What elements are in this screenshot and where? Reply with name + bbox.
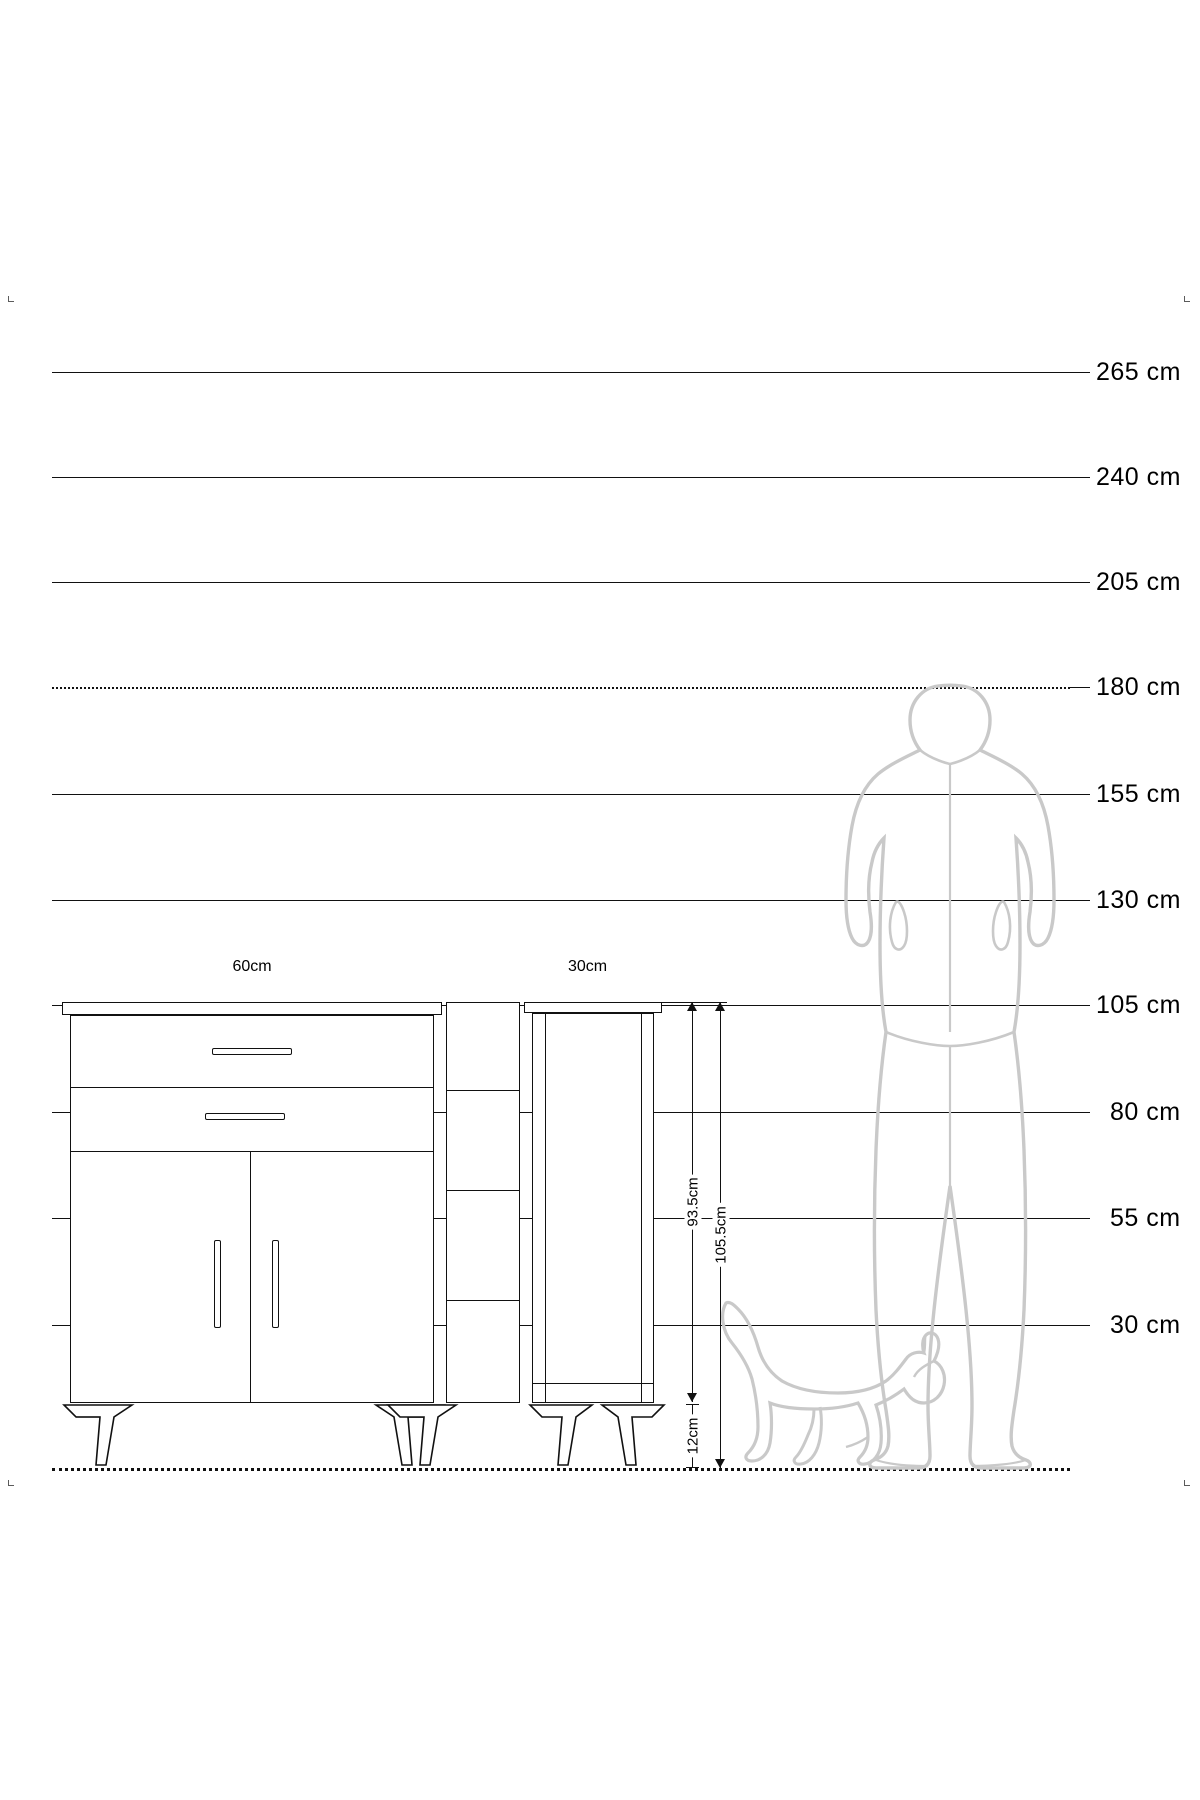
scale-tick-55	[1070, 1218, 1090, 1219]
sideboard-drawer2-handle[interactable]	[205, 1113, 285, 1120]
height-dimension-12cm-label: 12cm	[685, 1415, 702, 1458]
corner-tick-top-right	[1184, 296, 1190, 302]
scale-label-240: 240 cm	[1096, 463, 1181, 491]
scale-tick-240	[1070, 477, 1090, 478]
arrow-top-93	[687, 1002, 697, 1011]
scale-tick-80	[1070, 1112, 1090, 1113]
width-dimension-30cm-label: 30cm	[564, 958, 611, 975]
corner-tick-bottom-left	[8, 1480, 14, 1486]
tall-cabinet-inner-left	[545, 1013, 546, 1403]
arrow-top-105	[715, 1002, 725, 1011]
tall-cabinet-inner-right	[641, 1013, 642, 1403]
cabinet-side-shelf-2	[446, 1190, 520, 1191]
scale-tick-105	[1070, 1005, 1090, 1006]
height-dimension-93_5cm	[686, 1002, 700, 1402]
height-dimension-12cm	[686, 1404, 700, 1468]
scale-line-240	[52, 477, 1070, 478]
scale-label-265: 265 cm	[1096, 358, 1181, 386]
sideboard-door-divider	[250, 1151, 251, 1403]
tall-cabinet-body	[532, 1013, 654, 1403]
scale-line-205	[52, 582, 1070, 583]
tall-cabinet-top-panel	[524, 1002, 662, 1013]
height-dimension-105_5cm-label: 105.5cm	[713, 1203, 730, 1267]
scale-tick-265	[1070, 372, 1090, 373]
sideboard-door-left-handle[interactable]	[214, 1240, 221, 1328]
tall-cabinet-base-line	[532, 1383, 654, 1384]
corner-tick-bottom-right	[1184, 1480, 1190, 1486]
scale-label-55: 55 cm	[1110, 1204, 1181, 1232]
scale-label-205: 205 cm	[1096, 568, 1181, 596]
cabinet-side-panel	[446, 1002, 520, 1403]
cabinet-side-shelf-3	[446, 1300, 520, 1301]
height-dimension-93_5cm-label: 93.5cm	[685, 1174, 702, 1229]
sideboard-drawer1-divider	[70, 1087, 434, 1088]
scale-tick-205	[1070, 582, 1090, 583]
human-silhouette	[840, 680, 1060, 1470]
corner-tick-top-left	[8, 296, 14, 302]
width-dimension-60cm	[62, 958, 442, 977]
scale-label-130: 130 cm	[1096, 886, 1181, 914]
scale-tick-180	[1070, 687, 1090, 688]
sideboard-leg-left	[62, 1403, 134, 1468]
tall-cabinet-leg-left	[528, 1403, 594, 1468]
sideboard-drawer1-handle[interactable]	[212, 1048, 292, 1055]
scale-tick-30	[1070, 1325, 1090, 1326]
cabinet-side-shelf-1	[446, 1090, 520, 1091]
scale-label-80: 80 cm	[1110, 1098, 1181, 1126]
scale-label-155: 155 cm	[1096, 780, 1181, 808]
scale-tick-155	[1070, 794, 1090, 795]
arrow-bottom-93	[687, 1393, 697, 1402]
scale-label-180: 180 cm	[1096, 673, 1181, 701]
scale-label-30: 30 cm	[1110, 1311, 1181, 1339]
scale-line-265	[52, 372, 1070, 373]
width-dimension-60cm-label: 60cm	[228, 958, 275, 975]
cabinet-side-leg	[386, 1403, 458, 1468]
sideboard-body	[70, 1015, 434, 1403]
scale-label-105: 105 cm	[1096, 991, 1181, 1019]
width-dimension-30cm	[519, 958, 656, 977]
tall-cabinet-leg-right	[600, 1403, 666, 1468]
sideboard-door-right-handle[interactable]	[272, 1240, 279, 1328]
sideboard-drawer2-divider	[70, 1151, 434, 1152]
sideboard-top-panel	[62, 1002, 442, 1015]
scale-tick-130	[1070, 900, 1090, 901]
